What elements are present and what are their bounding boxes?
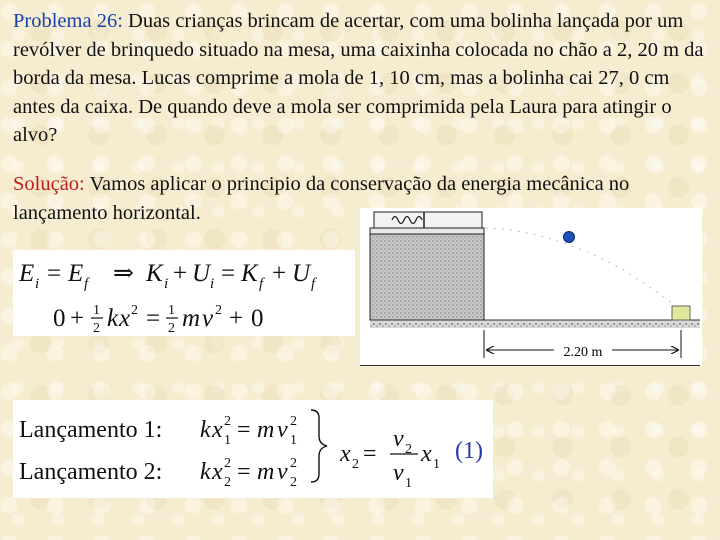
eq-equals: =	[221, 260, 236, 287]
eq-subscript: f	[84, 276, 89, 292]
eq-symbol: x	[119, 305, 131, 332]
eq-symbol: v	[277, 417, 288, 443]
eq-symbol: K	[241, 260, 258, 287]
eq-subscript: i	[35, 276, 40, 292]
eq-equals: =	[363, 441, 377, 467]
eq-symbol: x	[212, 417, 223, 443]
eq-symbol: K	[146, 260, 163, 287]
eq-symbol: v	[277, 459, 288, 485]
eq-symbol: U	[292, 260, 311, 287]
eq-symbol: k	[200, 417, 211, 443]
eq-superscript: 2	[224, 456, 231, 471]
energy-equation	[13, 250, 355, 336]
launch-equations	[13, 400, 493, 498]
target-box	[672, 306, 690, 320]
eq-equals: =	[47, 260, 62, 287]
table	[370, 234, 484, 320]
toy-gun-body	[374, 212, 482, 228]
eq-symbol: k	[107, 305, 119, 332]
setup-figure	[360, 208, 702, 366]
eq-superscript: 2	[215, 303, 222, 318]
eq-symbol: m	[257, 459, 275, 485]
figure-baseline	[360, 365, 700, 366]
energy-equation-box	[13, 250, 355, 336]
eq-half-num: 1	[93, 303, 100, 318]
ball-icon	[564, 232, 575, 243]
eq-symbol: v	[393, 460, 404, 486]
eq-superscript: 2	[290, 456, 297, 471]
eq-plus: +	[272, 260, 287, 287]
problem-statement	[13, 7, 713, 150]
eq-subscript: 1	[290, 433, 297, 448]
eq-implies: ⇒	[113, 260, 134, 287]
eq-symbol: x	[421, 441, 432, 467]
eq-subscript: 1	[405, 476, 412, 491]
floor	[370, 320, 700, 328]
eq-symbol: E	[68, 260, 84, 287]
eq-subscript: 2	[405, 442, 412, 457]
eq-equals: =	[237, 459, 251, 485]
eq-subscript: 1	[433, 457, 440, 472]
eq-plus: +	[70, 305, 85, 332]
trajectory	[486, 228, 678, 308]
eq-subscript: f	[259, 276, 264, 292]
eq-subscript: i	[210, 276, 215, 292]
eq-symbol: m	[257, 417, 275, 443]
eq-subscript: 1	[224, 433, 231, 448]
eq-symbol: v	[202, 305, 214, 332]
eq-plus: +	[229, 305, 244, 332]
solution-text: Vamos aplicar o principio da conservação da energia mecânica no lançamento horizontal.	[13, 173, 630, 224]
equation-number: (1)	[455, 438, 483, 464]
eq-half-den: 2	[168, 321, 175, 336]
eq-superscript: 2	[131, 303, 138, 318]
launch2-label: Lançamento 2:	[19, 459, 163, 485]
eq-subscript: 2	[352, 457, 359, 472]
table-top	[370, 228, 484, 234]
eq-symbol: v	[393, 426, 404, 452]
eq-subscript: f	[311, 276, 316, 292]
eq-symbol: x	[212, 459, 223, 485]
eq-superscript: 2	[290, 414, 297, 429]
eq-equals: =	[146, 305, 161, 332]
eq-half-den: 2	[93, 321, 100, 336]
eq-half-num: 1	[168, 303, 175, 318]
eq-symbol: k	[200, 459, 211, 485]
setup-diagram	[360, 208, 702, 366]
eq-symbol: m	[182, 305, 201, 332]
eq-subscript: 2	[224, 475, 231, 490]
eq-symbol: x	[340, 441, 351, 467]
eq-subscript: 2	[290, 475, 297, 490]
eq-symbol: E	[19, 260, 35, 287]
problem-label: Problema 26:	[13, 10, 123, 32]
right-brace	[311, 410, 327, 482]
eq-equals: =	[237, 417, 251, 443]
launch-equation-box	[13, 400, 493, 498]
eq-superscript: 2	[224, 414, 231, 429]
solution-label: Solução:	[13, 173, 85, 195]
problem-text: Duas crianças brincam de acertar, com uma bolinha lançada por um revólver de brinquedo situado na mesa, uma caixinha colocada no chão a 2, 20 m da borda da mesa. Lucas comprime a mola de 1, 10 cm, mas a bolinha cai 27, 0 cm antes da caixa. De quando deve a mola ser comprimida pela Laura para atingir o alvo?	[13, 10, 704, 146]
launch1-label: Lançamento 1:	[19, 417, 163, 443]
eq-zero: 0	[251, 305, 264, 332]
eq-symbol: U	[192, 260, 211, 287]
eq-subscript: i	[164, 276, 169, 292]
eq-plus: +	[173, 260, 188, 287]
eq-zero: 0	[53, 305, 66, 332]
distance-label: 2.20 m	[563, 345, 603, 360]
